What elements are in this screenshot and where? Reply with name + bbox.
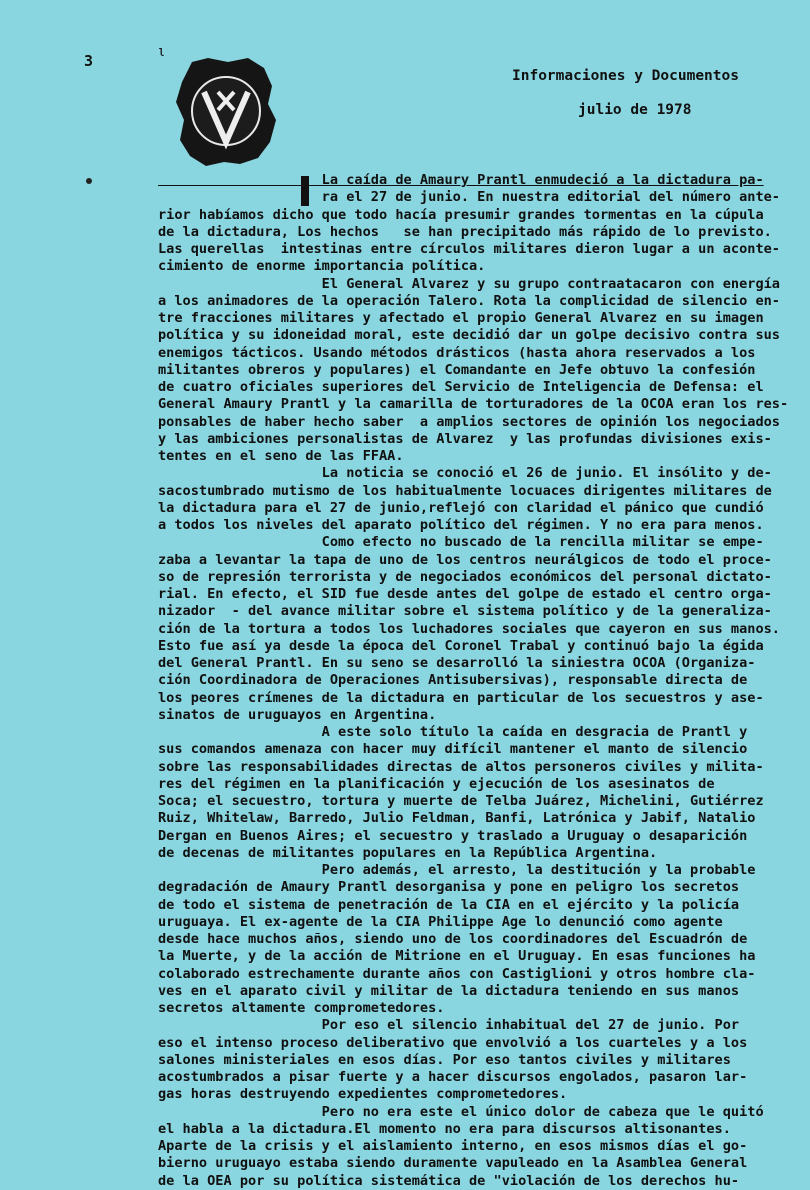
page-number: 3	[84, 52, 94, 70]
text-line: de la dictadura, Los hechos se han precipitado más rápido de lo previsto.	[158, 223, 772, 240]
text-line: cimiento de enorme importancia política.	[158, 258, 486, 275]
text-line: so de represión terrorista y de negociados económicos del personal dictato-	[158, 568, 772, 585]
text-line: política y su idoneidad moral, este decidió dar un golpe decisivo contra sus	[158, 327, 780, 344]
text-line: y las ambiciones personalistas de Alvarez y las profundas divisiones exis-	[158, 430, 772, 447]
text-line: los peores crímenes de la dictadura en particular de los secuestros y ase-	[158, 689, 764, 706]
text-line: Como efecto no buscado de la rencilla militar se empe-	[158, 534, 764, 551]
text-line: ponsables de haber hecho saber a amplios sectores de opinión los negociados	[158, 413, 780, 430]
text-line: zaba a levantar la tapa de uno de los centros neurálgicos de todo el proce-	[158, 551, 772, 568]
text-line: sobre las responsabilidades directas de altos personeros civiles y milita-	[158, 758, 764, 775]
text-line: nizador - del avance militar sobre el sistema político y de la generaliza-	[158, 603, 772, 620]
text-line: sus comandos amenaza con hacer muy difícil mantener el manto de silencio	[158, 741, 748, 758]
text-line: El General Alvarez y su grupo contraatacaron con energía	[158, 275, 780, 292]
text-line: bierno uruguayo estaba siendo duramente vapuleado en la Asamblea General	[158, 1155, 748, 1172]
text-line: militantes obreros y populares) el Comandante en Jefe obtuvo la confesión	[158, 361, 756, 378]
text-line: la Muerte, y de la acción de Mitrione en el Uruguay. En esas funciones ha	[158, 948, 756, 965]
text-line: Ruiz, Whitelaw, Barredo, Julio Feldman, Banfi, Latrónica y Jabif, Natalio	[158, 810, 756, 827]
bullet-mark	[86, 178, 92, 184]
text-line: res del régimen en la planificación y ejecución de los asesinatos de	[158, 775, 715, 792]
article-body	[158, 172, 789, 1190]
text-line: de cuatro oficiales superiores del Servicio de Inteligencia de Defensa: el	[158, 379, 764, 395]
text-line: General Amaury Prantl y la camarilla de torturadores de la OCOA eran los res-	[158, 396, 789, 413]
text-line: la dictadura para el 27 de junio,reflejó con claridad el pánico que cundió	[158, 499, 764, 516]
text-line: rial. En efecto, el SID fue desde antes del golpe de estado el centro orga-	[158, 586, 772, 602]
text-line: de decenas de militantes populares en la República Argentina.	[158, 844, 658, 861]
text-line: La caída de Amaury Prantl enmudeció a la dictadura pa-	[158, 172, 764, 188]
text-line: sacostumbrado mutismo de los habitualmente locuaces dirigentes militares de	[158, 482, 772, 499]
text-line: secretos altamente comprometedores.	[158, 1000, 445, 1016]
text-line: de todo el sistema de penetración de la CIA en el ejército y la policía	[158, 896, 740, 913]
text-line: a los animadores de la operación Talero. Rota la complicidad de silencio en-	[158, 292, 780, 309]
text-line: Pero además, el arresto, la destitución y la probable	[158, 862, 756, 878]
text-line: enemigos tácticos. Usando métodos drásticos (hasta ahora reservados a los	[158, 344, 756, 361]
text-line: A este solo título la caída en desgracia de Prantl y	[158, 724, 748, 740]
text-line: tre fracciones militares y afectado el propio General Alvarez en su imagen	[158, 310, 764, 326]
text-line: ves en el aparato civil y militar de la dictadura teniendo en sus manos	[158, 982, 740, 999]
text-line: rior habíamos dicho que todo hacía presumir grandes tormentas en la cúpula	[158, 206, 764, 223]
text-line: gas horas destruyendo expedientes comprometedores.	[158, 1086, 568, 1103]
text-line: a todos los niveles del aparato político del régimen. Y no era para menos.	[158, 517, 764, 533]
text-line: tentes en el seno de las FFAA.	[158, 448, 404, 464]
text-line: sinatos de uruguayos en Argentina.	[158, 706, 437, 723]
text-line: uruguaya. El ex-agente de la CIA Philippe Age lo denunció como agente	[158, 913, 723, 930]
text-line: Esto fue así ya desde la época del Coronel Trabal y continuó bajo la égida	[158, 637, 764, 654]
text-line: La noticia se conoció el 26 de junio. El insólito y de-	[158, 465, 772, 482]
text-line: salones ministeriales en esos días. Por eso tantos civiles y militares	[158, 1051, 731, 1068]
text-line: del General Prantl. En su seno se desarrolló la siniestra OCOA (Organiza-	[158, 655, 756, 671]
text-line: ción Coordinadora de Operaciones Antisubersivas), responsable directa de	[158, 672, 748, 689]
text-line: desde hace muchos años, siendo uno de los coordinadores del Escuadrón de	[158, 931, 748, 947]
text-line: de la OEA por su política sistemática de "violación de los derechos hu-	[158, 1172, 740, 1189]
tick-mark: ι	[157, 44, 166, 60]
text-line: ción de la tortura a todos los luchadores sociales que cayeron en sus manos.	[158, 620, 780, 637]
text-line: Soca; el secuestro, tortura y muerte de Telba Juárez, Michelini, Gutiérrez	[158, 793, 764, 809]
text-line: Pero no era este el único dolor de cabeza que le quitó	[158, 1103, 764, 1120]
text-line: Aparte de la crisis y el aislamiento interno, en esos mismos días el go-	[158, 1138, 748, 1154]
text-line: el habla a la dictadura.El momento no era para discursos altisonantes.	[158, 1120, 731, 1137]
text-line: Por eso el silencio inhabitual del 27 de junio. Por	[158, 1017, 740, 1034]
emblem-logo	[174, 56, 278, 168]
text-line: degradación de Amaury Prantl desorganisa y pone en peligro los secretos	[158, 879, 740, 896]
text-line: colaborado estrechamente durante años con Castiglioni y otros hombre cla-	[158, 965, 756, 982]
text-line: Las querellas intestinas entre círculos militares dieron lugar a un aconte-	[158, 241, 780, 257]
text-line: eso el intenso proceso deliberativo que envolvió a los cuarteles y a los	[158, 1034, 748, 1051]
text-line: acostumbrados a pisar fuerte y a hacer discursos engolados, pasaron lar-	[158, 1069, 748, 1085]
text-line: ra el 27 de junio. En nuestra editorial del número ante-	[158, 189, 780, 206]
issue-date: julio de 1978	[578, 102, 692, 118]
publication-title: Informaciones y Documentos	[512, 68, 739, 84]
text-line: Dergan en Buenos Aires; el secuestro y traslado a Uruguay o desaparición	[158, 827, 748, 844]
